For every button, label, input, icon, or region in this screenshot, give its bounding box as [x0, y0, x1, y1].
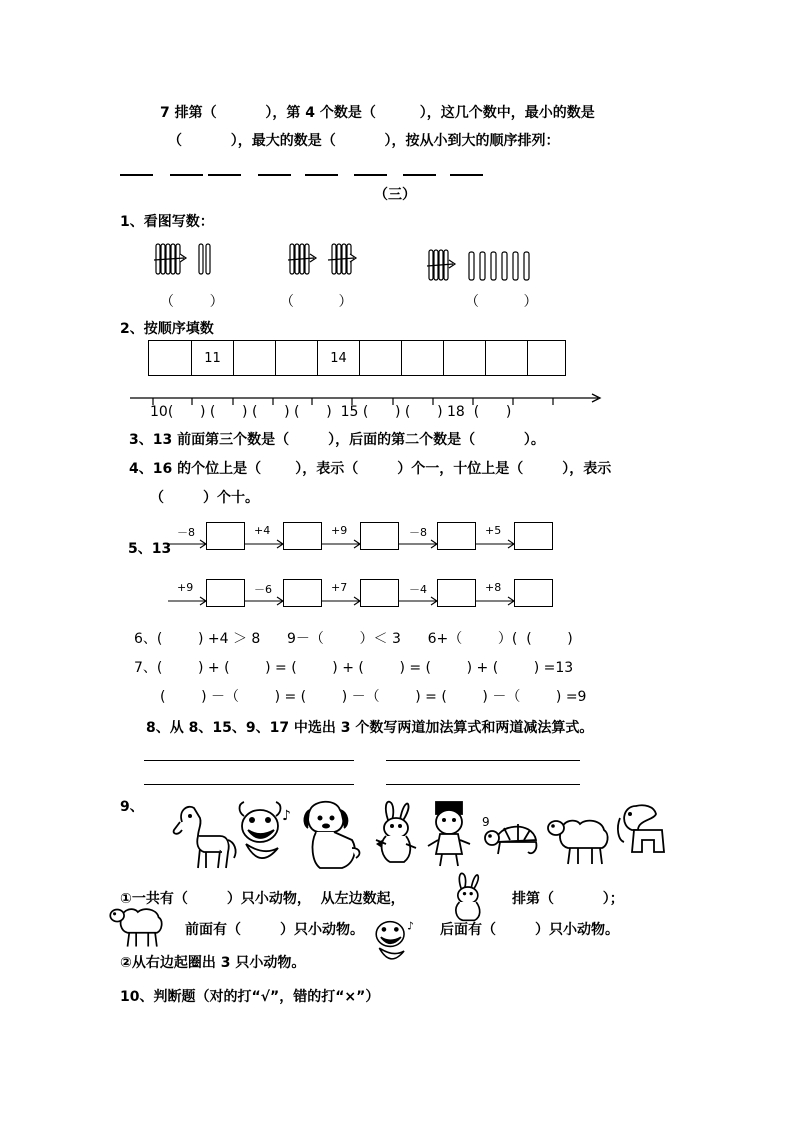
answer-line[interactable]: [386, 760, 580, 761]
answer-box[interactable]: [206, 579, 245, 607]
sequence-cell: 14: [317, 341, 359, 375]
q4-line-1: 4、16 的个位上是（ ），表示（ ）个一，十位上是（ ），表示: [129, 461, 612, 477]
answer-box[interactable]: [283, 522, 322, 550]
q7-line-1[interactable]: 7、( ) + ( ) = ( ) + ( ) = ( ) + ( ) =13: [134, 660, 574, 676]
q9-line-1b: 排第（ ）；: [512, 891, 624, 907]
answer-line[interactable]: [144, 760, 354, 761]
answer-box[interactable]: [206, 522, 245, 550]
q1-answer-1[interactable]: （ ）: [160, 294, 224, 310]
top-line-1: 7 排第（ ），第 4 个数是（ ），这几个数中，最小的数是: [160, 105, 595, 121]
elephant-icon: [614, 800, 674, 866]
q9-line-2a: 前面有（ ）只小动物。: [185, 922, 364, 938]
q2-label: 2、按顺序填数: [120, 321, 214, 337]
svg-text:♪: ♪: [407, 919, 415, 933]
q9-label: 9、: [120, 799, 144, 815]
answer-box[interactable]: [360, 522, 399, 550]
op-label: －4: [409, 583, 427, 596]
puppy-icon: [296, 798, 364, 874]
singing-dog-icon: [234, 800, 296, 870]
horse-icon: [168, 800, 240, 872]
q1-label: 1、看图写数：: [120, 214, 214, 230]
q9-line-1a: ①一共有（ ）只小动物， 从左边数起，: [120, 891, 405, 907]
answer-box[interactable]: [514, 522, 553, 550]
singing-dog-small-icon: [370, 912, 418, 970]
girl-icon: [424, 798, 476, 868]
q8: 8、从 8、15、9、17 中选出 3 个数写两道加法算式和两道减法算式。: [146, 720, 594, 736]
q1-answer-2[interactable]: （ ）: [280, 294, 353, 310]
op-label: +9: [331, 524, 348, 537]
answer-line[interactable]: [144, 784, 354, 785]
q10: 10、判断题（对的打“√”，错的打“×”）: [120, 989, 380, 1005]
rabbit-icon: [370, 800, 420, 866]
q7-line-2[interactable]: ( ) －（ ) = ( ) －（ ) = ( ) －（ ) =9: [160, 689, 587, 705]
sheep-icon: [546, 810, 612, 868]
op-label: +7: [331, 581, 348, 594]
op-label: +4: [254, 524, 271, 537]
op-label: －8: [177, 526, 195, 539]
answer-box[interactable]: [283, 579, 322, 607]
q5-label: 5、13: [128, 541, 172, 557]
turtle-icon: [482, 812, 542, 864]
sequence-cell: 11: [191, 341, 233, 375]
q3: 3、13 前面第三个数是（ ），后面的第二个数是（ ）。: [129, 432, 545, 448]
q6[interactable]: 6、( ) +4 ＞ 8 9－（ ）＜ 3 6+（ ）( ( ): [134, 631, 573, 647]
section-title: （三）: [374, 187, 416, 203]
answer-line[interactable]: [386, 784, 580, 785]
op-label: －6: [254, 583, 272, 596]
rabbit-small-icon: [446, 872, 488, 922]
q9-line-2b: 后面有（ ）只小动物。: [440, 922, 619, 938]
q4-line-2: （ ）个十。: [150, 490, 259, 506]
sheep-small-icon: [106, 900, 168, 950]
op-label: +9: [177, 581, 194, 594]
q1-answer-3[interactable]: （ ）: [465, 294, 538, 310]
op-label: +8: [485, 581, 502, 594]
number-line-labels[interactable]: 10( ) ( ) ( ) ( ) 15 ( ) ( ) 18 ( ): [150, 404, 512, 420]
svg-text:9: 9: [482, 815, 490, 829]
top-line-2: （ ），最大的数是（ ），按从小到大的顺序排列：: [168, 133, 560, 149]
answer-box[interactable]: [437, 579, 476, 607]
svg-text:♪: ♪: [282, 808, 291, 824]
op-label: －8: [409, 526, 427, 539]
answer-box[interactable]: [437, 522, 476, 550]
answer-box[interactable]: [514, 579, 553, 607]
op-label: +5: [485, 524, 502, 537]
q9-line-3: ②从右边起圈出 3 只小动物。: [120, 955, 306, 971]
answer-box[interactable]: [360, 579, 399, 607]
